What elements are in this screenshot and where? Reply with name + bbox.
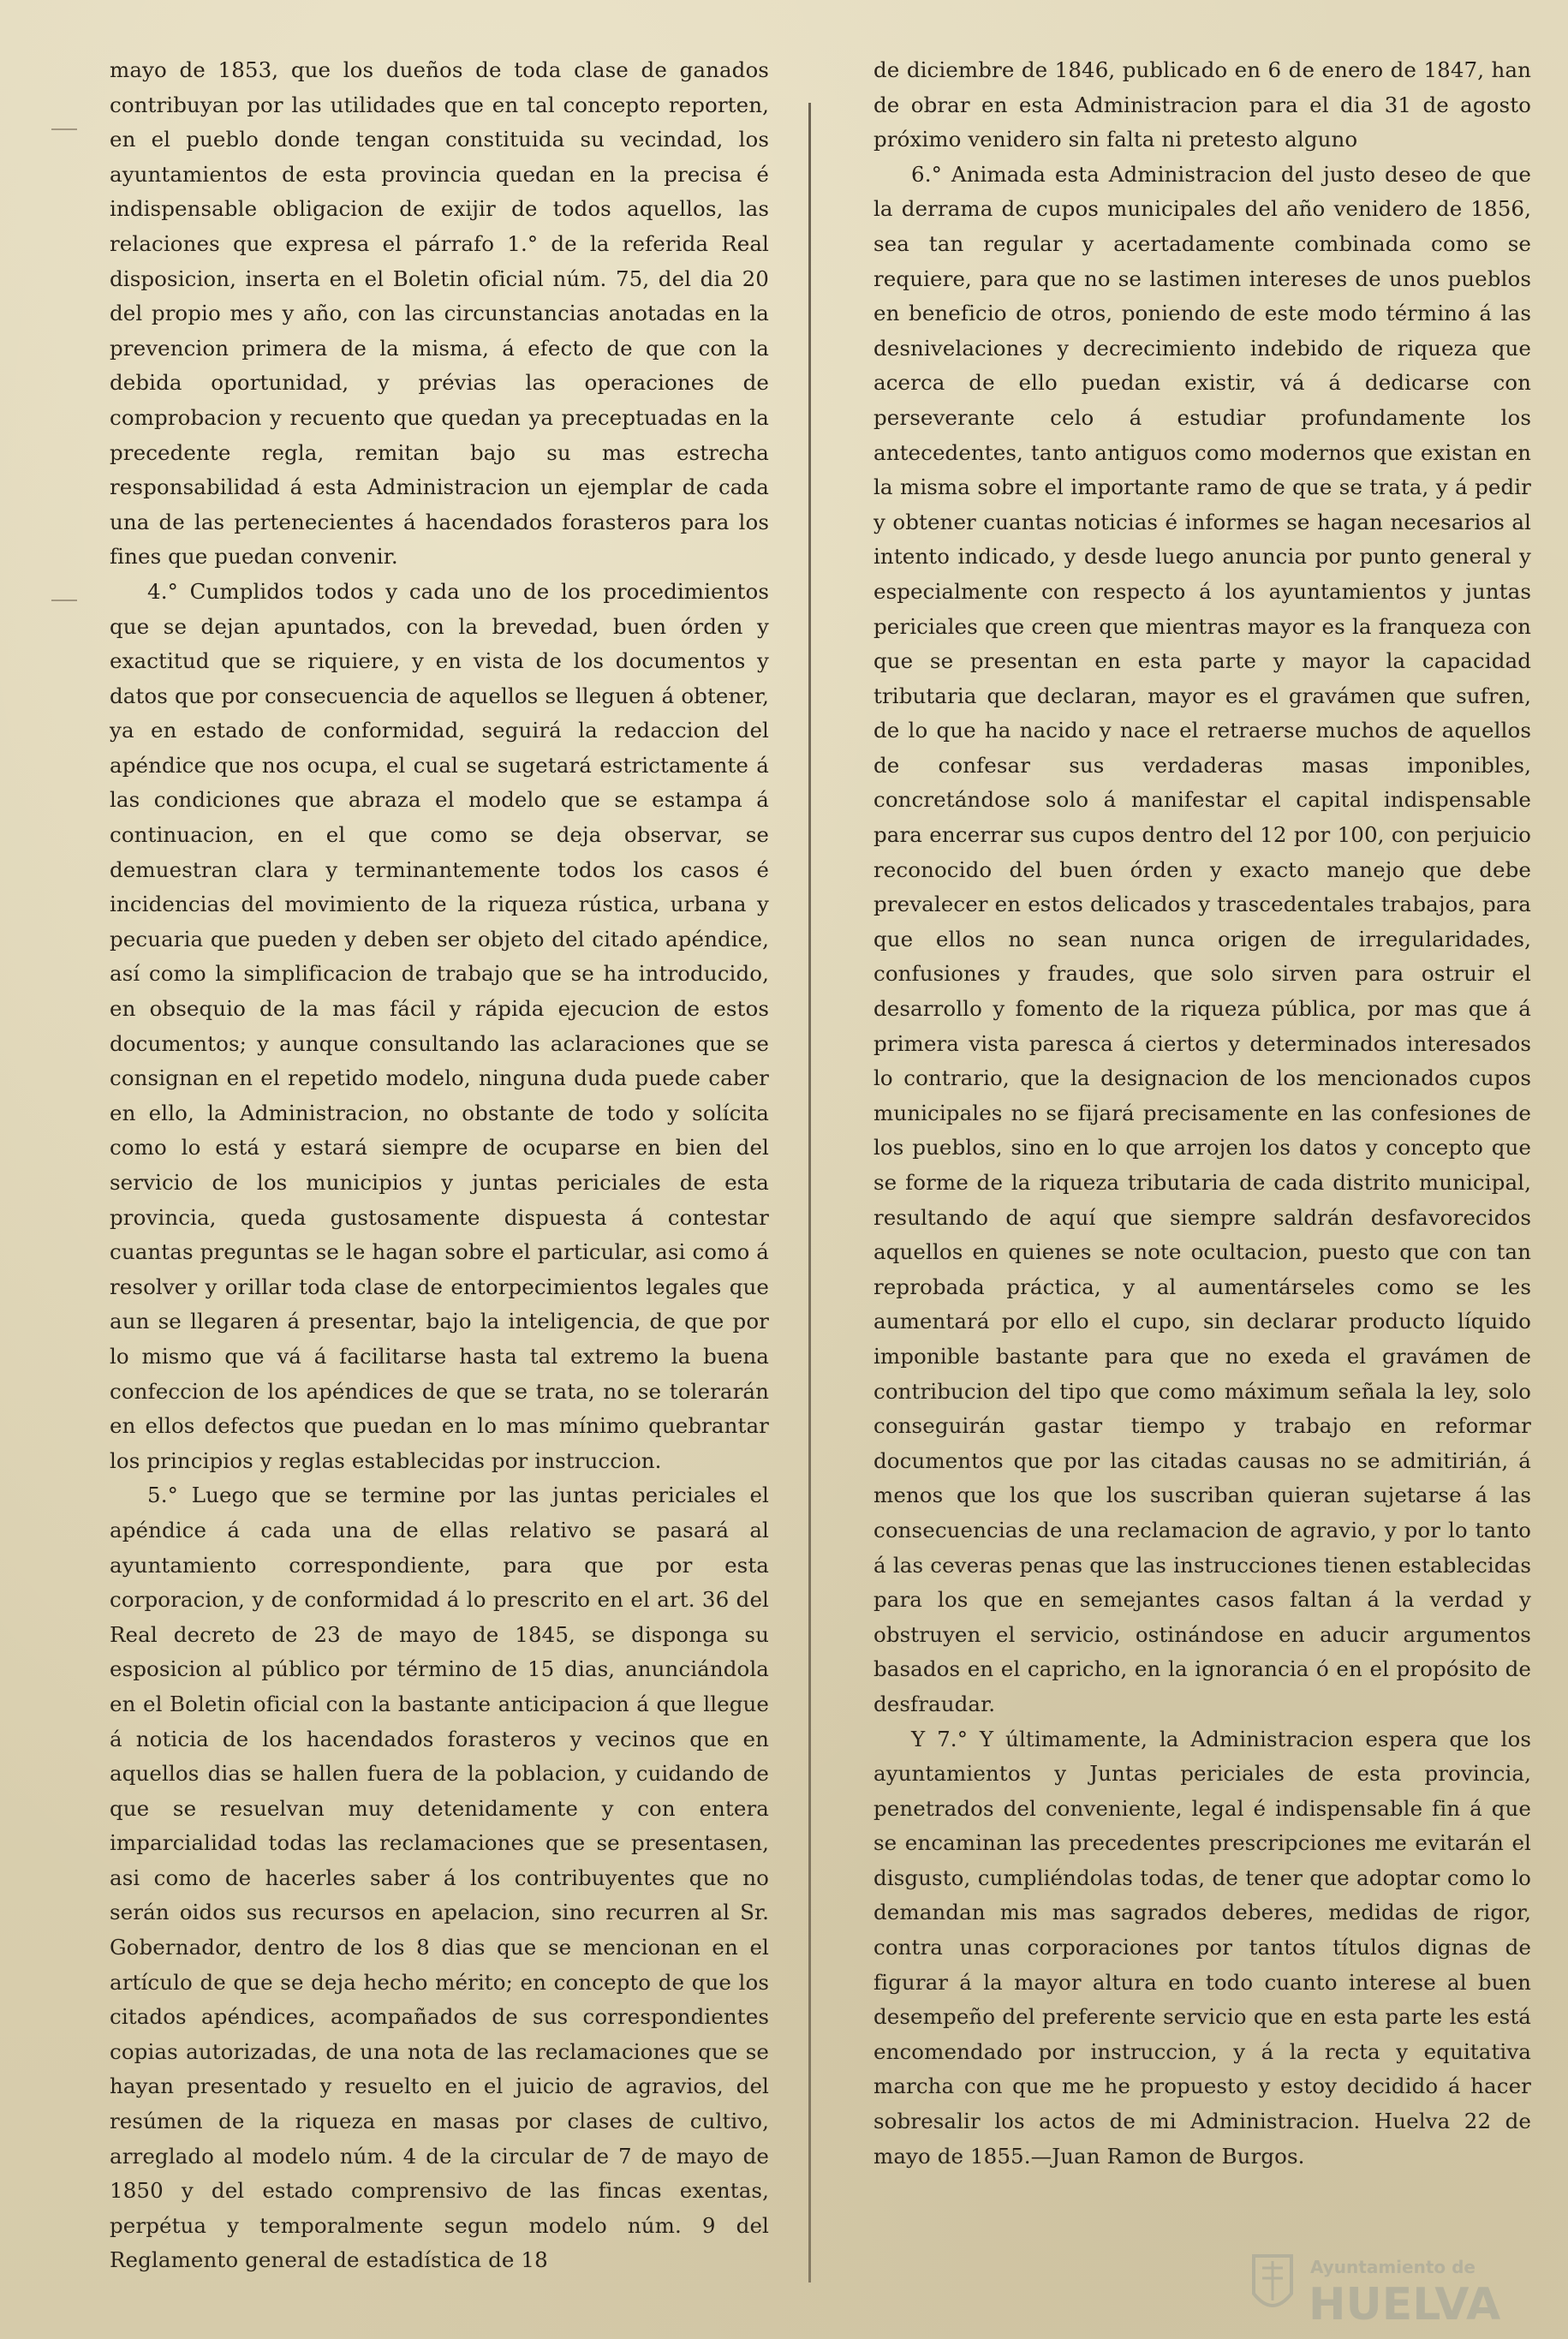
paragraph-rule-7: Y 7.° Y últimamente, la Administracion espera que los ayuntamientos y Juntas periciales de esta provincia, penetrados del conveniente, legal é indispensable fin á que se encaminan las precedentes prescripciones me evitarán el disgusto, cumpliéndolas todas, de tener que adoptar como lo demandan mis mas sagrados deberes, medidas de rigor, contra unas corporaciones por tantos títulos dignas de figurar á la mayor altura en todo cuanto interese al buen desempeño del preferente servicio que en esta parte les está encomendado por instruccion, y á la recta y equitativa marcha con que me he propuesto y estoy decidido á hacer sobresalir los actos de mi Administracion. Huelva 22 de mayo de 1855.—Juan Ramon de Burgos. — [873, 1726, 1531, 2169]
margin-mark — [51, 600, 77, 601]
left-text-column — [110, 53, 769, 2278]
archive-watermark-stamp — [1242, 2244, 1559, 2334]
margin-mark — [51, 128, 77, 130]
paragraph-continuation-5: de diciembre de 1846, publicado en 6 de enero de 1847, han de obrar en esta Administracion para el dia 31 de agosto próximo venidero sin falta ni pretesto alguno — [873, 57, 1531, 152]
paragraph-rule-5: 5.° Luego que se termine por las juntas periciales el apéndice á cada una de ellas relativo se pasará al ayuntamiento correspondiente, para que por esta corporacion, y de conformidad á lo prescrito en el art. 36 del Real decreto de 23 de mayo de 1845, se disponga su esposicion al público por término de 15 dias, anunciándola en el Boletin oficial con la bastante anticipacion á que llegue á noticia de los hacendados forasteros y vecinos que en aquellos dias se hallen fuera de la poblacion, y cuidando de que se resuelvan muy detenidamente y con entera imparcialidad todas las reclamaciones que se presentasen, asi como de hacerles saber á los contribuyentes que no serán oidos sus recursos en apelacion, sino recurren al Sr. Gobernador, dentro de los 8 dias que se mencionan en el artículo de que se deja hecho mérito; en concepto de que los citados apéndices, acompañados de sus correspondientes copias autorizadas, de una nota de las reclamaciones que se hayan presentado y resuelto en el juicio de agravios, del resúmen de la riqueza en masas por clases de cultivo, arreglado al modelo núm. 4 de la circular de 7 de mayo de 1850 y del estado comprensivo de las fincas exentas, perpétua y temporalmente segun modelo núm. 9 del Reglamento general de estadística de 18 — [110, 1483, 769, 2273]
paragraph-rule-4: 4.° Cumplidos todos y cada uno de los procedimientos que se dejan apuntados, con la brevedad, buen órden y exactitud que se riquiere, y en vista de los documentos y datos que por consecuencia de aquellos se lleguen á obtener, ya en estado de conformidad, seguirá la redaccion del apéndice que nos ocupa, el cual se sugetará estrictamente á las condiciones que abraza el modelo que se estampa á continuacion, en el que como se deja observar, se demuestran clara y terminantemente todos los casos é incidencias del movimiento de la riqueza rústica, urbana y pecuaria que pueden y deben ser objeto del citado apéndice, así como la simplificacion de trabajo que se ha introducido, en obsequio de la mas fácil y rápida ejecucion de estos documentos; y aunque consultando las aclaraciones que se consignan en el repetido modelo, ninguna duda puede caber en ello, la Administracion, no obstante de todo y solícita como lo está y estará siempre de ocuparse en bien del servicio de los municipios y juntas periciales de esta provincia, queda gustosamente dispuesta á contestar cuantas preguntas se le hagan sobre el particular, asi como á resolver y orillar toda clase de entorpecimientos legales que aun se llegaren á presentar, bajo la inteligencia, de que por lo mismo que vá á facilitarse hasta tal extremo la buena confeccion de los apéndices de que se trata, no se tolerarán en ellos defectos que puedan en lo mas mínimo quebrantar los principios y reglas establecidas por instruccion. — [110, 578, 769, 1473]
stamp-line-1: Ayuntamiento de — [1310, 2257, 1476, 2277]
coat-of-arms-icon — [1254, 2256, 1291, 2306]
column-divider — [808, 103, 811, 2282]
stamp-line-2: HUELVA — [1309, 2279, 1501, 2330]
right-text-column — [873, 53, 1531, 2174]
paragraph-rule-6: 6.° Animada esta Administracion del justo deseo de que la derrama de cupos municipales del año venidero de 1856, sea tan regular y acertadamente combinada como se requiere, para que no se lastimen intereses de unos pueblos en beneficio de otros, poniendo de este modo término á las desnivelaciones y decrecimiento indebido de riqueza que acerca de ello puedan existir, vá á dedicarse con perseverante celo á estudiar profundamente los antecedentes, tanto antiguos como modernos que existan en la misma sobre el importante ramo de que se trata, y á pedir y obtener cuantas noticias é informes se hagan necesarios al intento indicado, y desde luego anuncia por punto general y especialmente con respecto á los ayuntamientos y juntas periciales que creen que mientras mayor es la franqueza con que se presentan en esta parte y mayor la capacidad tributaria que declaran, mayor es el gravámen que sufren, de lo que ha nacido y nace el retraerse muchos de aquellos de confesar sus verdaderas masas imponibles, concretándose solo á manifestar el capital indispensable para encerrar sus cupos dentro del 12 por 100, con perjuicio reconocido del buen órden y exacto manejo que debe prevalecer en estos delicados y trascedentales trabajos, para que ellos no sean nunca origen de irregularidades, confusiones y fraudes, que solo sirven para ostruir el desarrollo y fomento de la riqueza pública, por mas que á primera vista paresca á ciertos y determinados interesados lo contrario, que la designacion de los mencionados cupos municipales no se fijará precisamente en las confesiones de los pueblos, sino en lo que arrojen los datos y concepto que se forme de la riqueza tributaria de cada distrito municipal, resultando de aquí que siempre saldrán desfavorecidos aquellos en quienes se note ocultacion, puesto que con tan reprobada práctica, y al aumentárseles como se les aumentará por ello el cupo, sin declarar producto líquido imponible bastante para que no exeda el gravámen de contribucion del tipo que como máximum señala la ley, solo conseguirán gastar tiempo y trabajo en reformar documentos que por las citadas causas no se admitirián, á menos que los que los suscriban quieran sujetarse á las consecuencias de una reclamacion de agravio, y por lo tanto á las ceveras penas que las instrucciones tienen establecidas para los que en semejantes casos faltan á la verdad y obstruyen el servicio, ostinándose en aducir argumentos basados en el capricho, en la ignorancia ó en el propósito de desfraudar. — [873, 161, 1531, 1716]
paragraph-continuation-3: mayo de 1853, que los dueños de toda clase de ganados contribuyan por las utilidades que en tal concepto reporten, en el pueblo donde tengan constituida su vecindad, los ayuntamientos de esta provincia quedan en la precisa é indispensable obligacion de exijir de todos aquellos, las relaciones que expresa el párrafo 1.° de la referida Real disposicion, inserta en el Boletin oficial núm. 75, del dia 20 del propio mes y año, con las circunstancias anotadas en la prevencion primera de la misma, á efecto de que con la debida oportunidad, y prévias las operaciones de comprobacion y recuento que quedan ya preceptuadas en la precedente regla, remitan bajo su mas estrecha responsabilidad á esta Administracion un ejemplar de cada una de las pertenecientes á hacendados forasteros para los fines que puedan convenir. — [110, 57, 769, 570]
